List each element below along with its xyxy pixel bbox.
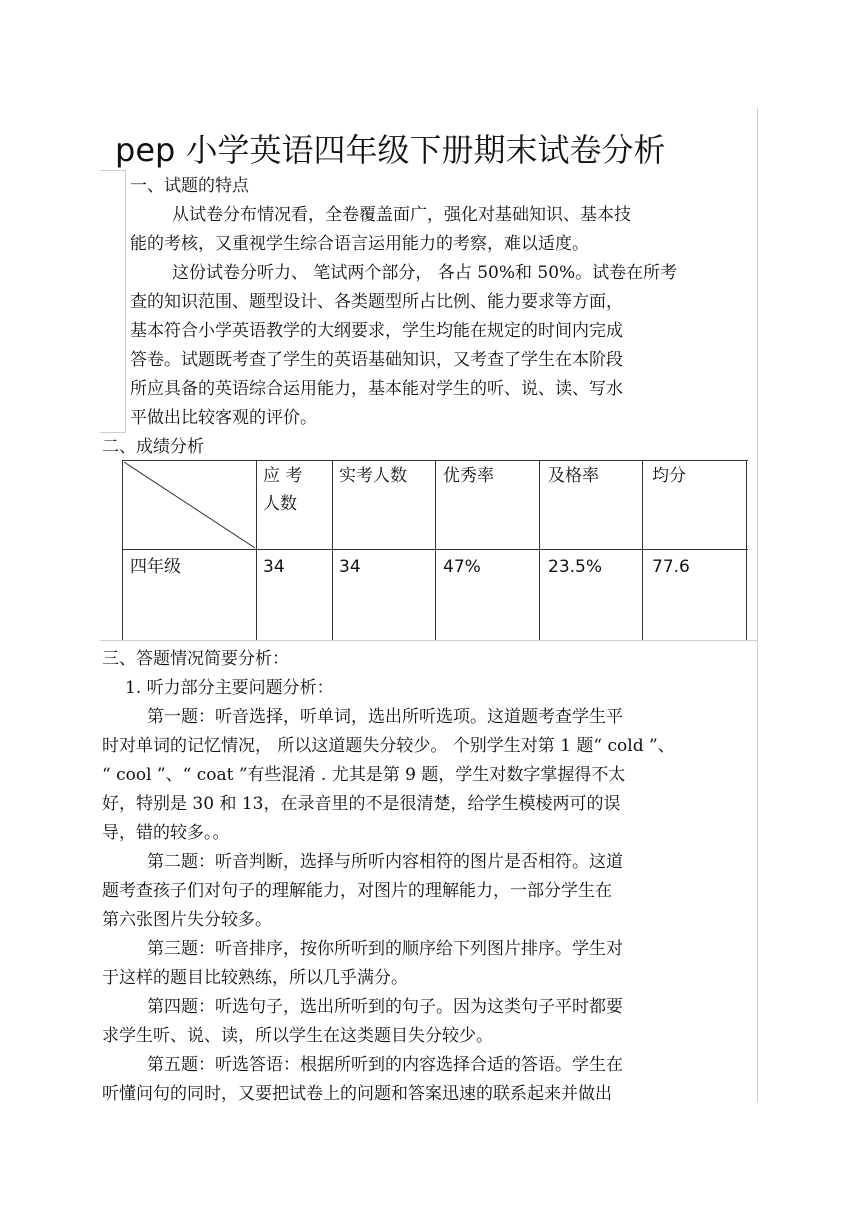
paragraph-line: 所应具备的英语综合运用能力，基本能对学生的听、说、读、写水 — [130, 379, 623, 399]
paragraph-line: 答卷。试题既考查了学生的英语基础知识，又考查了学生在本阶段 — [130, 350, 623, 370]
paragraph-line: 第四题：听选句子，选出所听到的句子。因为这类句子平时都要 — [147, 997, 623, 1017]
cell-jige: 23.5% — [548, 557, 603, 577]
table-border — [539, 460, 540, 640]
row-label: 四年级 — [130, 557, 181, 577]
header-jige: 及格率 — [548, 466, 599, 486]
margin-line-table-end — [100, 640, 758, 641]
margin-line-top — [100, 170, 126, 171]
paragraph-line: 于这样的题目比较熟练，所以几乎满分。 — [102, 968, 408, 988]
paragraph-line: 第二题：听音判断，选择与所听内容相符的图片是否相符。这道 — [147, 852, 623, 872]
margin-line-left — [125, 170, 126, 432]
paragraph-line: 查的知识范围、题型设计、各类题型所占比例、能力要求等方面， — [130, 292, 623, 312]
paragraph-line: 好，特别是 30 和 13，在录音里的不是很清楚，给学生模棱两可的误 — [102, 794, 621, 814]
paragraph-line: 第三题：听音排序，按你所听到的顺序给下列图片排序。学生对 — [147, 939, 623, 959]
table-border — [332, 460, 333, 640]
section-heading-analysis: 三、答题情况简要分析： — [102, 649, 289, 669]
table-diagonal — [122, 460, 256, 549]
paragraph-line: 第六张图片失分较多。 — [102, 910, 272, 930]
paragraph-line: 时对单词的记忆情况， 所以这道题失分较少。 个别学生对第 1 题“ cold ”、 — [102, 736, 675, 756]
paragraph-line: 从试卷分布情况看，全卷覆盖面广，强化对基础知识、基本技 — [172, 205, 631, 225]
header-yingkao-line1: 应 考 — [263, 466, 303, 486]
table-border — [642, 460, 643, 640]
paragraph-line: 这份试卷分听力、 笔试两个部分， 各占 50%和 50%。试卷在所考 — [172, 263, 678, 283]
margin-line-right — [757, 108, 758, 1102]
cell-youxiu: 47% — [443, 557, 481, 577]
paragraph-line: “ cool ”、“ coat ”有些混淆 . 尤其是第 9 题，学生对数字掌握得不太 — [102, 765, 626, 785]
paragraph-line: 能的考核，又重视学生综合语言运用能力的考察，难以适度。 — [130, 234, 589, 254]
table-border — [256, 460, 257, 640]
header-junfen: 均分 — [652, 466, 686, 486]
section-heading-features: 一、试题的特点 — [130, 176, 249, 196]
header-yingkao — [263, 462, 302, 518]
paragraph-line: 平做出比较客观的评价。 — [130, 408, 317, 428]
paragraph-line: 听懂问句的同时，又要把试卷上的问题和答案迅速的联系起来并做出 — [102, 1084, 612, 1104]
paragraph-line: 第一题：听音选择，听单词，选出所听选项。这道题考查学生平 — [147, 707, 623, 727]
section-heading-scores: 二、成绩分析 — [102, 437, 204, 457]
cell-junfen: 77.6 — [652, 557, 690, 577]
page-title: pep 小学英语四年级下册期末试卷分析 — [115, 131, 666, 169]
paragraph-line: 题考查孩子们对句子的理解能力，对图片的理解能力，一部分学生在 — [102, 881, 612, 901]
paragraph-line: 基本符合小学英语教学的大纲要求，学生均能在规定的时间内完成 — [130, 321, 623, 341]
margin-line-mid — [100, 432, 126, 433]
paragraph-line: 导，错的较多。。 — [102, 823, 230, 843]
table-border — [746, 460, 747, 640]
cell-shikao: 34 — [339, 557, 361, 577]
table-border — [435, 460, 436, 640]
header-shikao: 实考人数 — [339, 466, 407, 486]
paragraph-line: 第五题：听选答语：根据所听到的内容选择合适的答语。学生在 — [147, 1055, 623, 1075]
paragraph-line: 求学生听、说、读，所以学生在这类题目失分较少。 — [102, 1026, 493, 1046]
list-item-heading: 1. 听力部分主要问题分析： — [125, 678, 334, 698]
header-yingkao-line2: 人数 — [263, 494, 297, 514]
header-youxiu: 优秀率 — [443, 466, 494, 486]
cell-yingkao: 34 — [263, 557, 285, 577]
